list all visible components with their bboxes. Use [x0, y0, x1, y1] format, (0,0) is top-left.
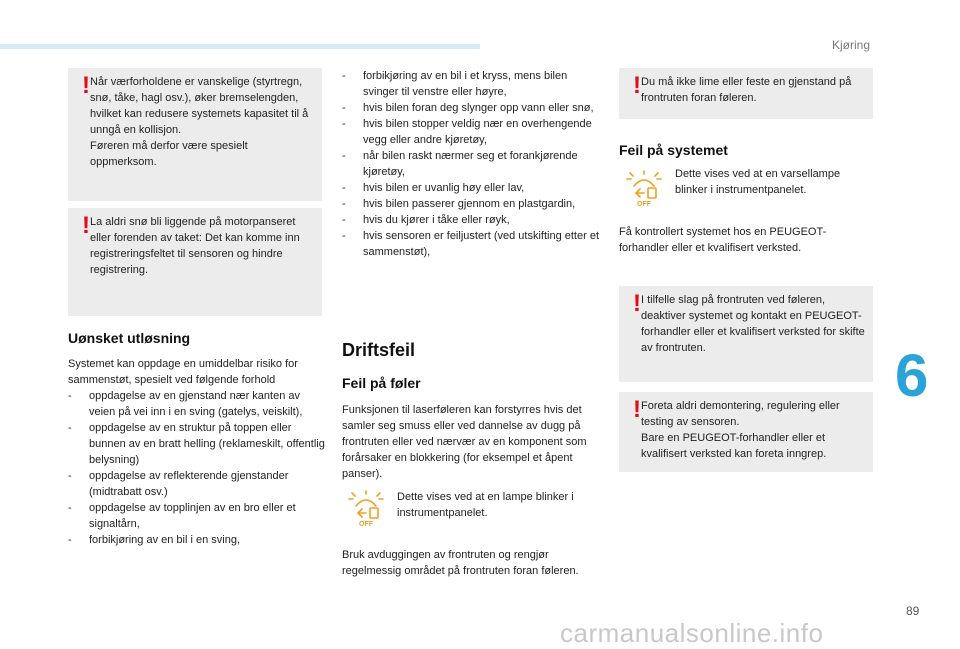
list-item: - hvis bilen passerer gjennom en plastgardin,: [342, 196, 602, 212]
list-item: - hvis sensoren er feiljustert (ved utskifting etter et sammenstøt),: [342, 228, 602, 260]
list-item: - forbikjøring av en bil i en sving,: [68, 532, 326, 548]
sensor-fault-paragraph: Funksjonen til laserføleren kan forstyrres hvis det samler seg smuss eller ved dannelse av dugg på frontruten eller ved nærvær av en komponent som forårsaker en blokkering (for eksempel et åpent panser).: [342, 404, 587, 480]
warning-text: La aldri snø bli liggende på motorpanseret eller forenden av taket: Det kan komme inn registreringsfeltet til sensoren og hindre registrering.: [90, 216, 300, 276]
system-fault-paragraph: Få kontrollert systemet hos en PEUGEOT-forhandler eller et kvalifisert verksted.: [619, 226, 827, 254]
heading-system-fault: Feil på systemet: [619, 142, 728, 158]
list-item: - forbikjøring av en bil i et kryss, mens bilen svinger til venstre eller høyre,: [342, 68, 602, 100]
warning-text: Du må ikke lime eller feste en gjenstand på frontruten foran føleren.: [641, 76, 852, 104]
list-item: - oppdagelse av topplinjen av en bro eller et signaltårn,: [68, 500, 326, 532]
warning-exclamation-icon: !: [633, 290, 641, 317]
warning-box-snow: [68, 208, 322, 316]
warning-exclamation-icon: !: [82, 72, 90, 99]
active-safety-brake-off-lamp-icon: [622, 170, 666, 208]
warning-exclamation-icon: !: [82, 212, 90, 239]
intro-paragraph: Systemet kan oppdage en umiddelbar risiko for sammenstøt, spesielt ved følgende forhold: [68, 358, 298, 386]
warning-text: Føreren må derfor være spesielt oppmerksom.: [90, 140, 248, 168]
warning-box-no-sticker: [619, 68, 873, 119]
warning-exclamation-icon: !: [633, 72, 641, 99]
list-item: - oppdagelse av en gjenstand nær kanten av veien på vei inn i en sving (gatelys, veiskilt),: [68, 388, 326, 420]
condition-list-continued: [342, 68, 602, 260]
lamp-description: Dette vises ved at en lampe blinker i instrumentpanelet.: [397, 491, 574, 519]
list-item: - hvis bilen foran deg slynger opp vann eller snø,: [342, 100, 602, 116]
condition-list: [68, 388, 326, 548]
warning-text: Når værforholdene er vanskelige (styrtregn, snø, tåke, hagl osv.), øker bremselengden, hvilket kan redusere systemets kapasitet til å unngå en kollisjon.: [90, 76, 309, 136]
cleaning-paragraph: Bruk avduggingen av frontruten og rengjør regelmessig området på frontruten foran føleren.: [342, 549, 579, 577]
warning-text: Bare en PEUGEOT-forhandler eller et kvalifisert verksted kan foreta inngrep.: [641, 432, 827, 460]
warning-text: Foreta aldri demontering, regulering eller testing av sensoren.: [641, 400, 840, 428]
heading-operating-faults: Driftsfeil: [342, 340, 416, 360]
list-item: - hvis bilen er uvanlig høy eller lav,: [342, 180, 602, 196]
page-number: 89: [906, 604, 920, 618]
lamp-off-label: OFF: [637, 201, 651, 208]
active-safety-brake-off-lamp-icon: [344, 490, 388, 528]
lamp-off-label: OFF: [359, 521, 373, 528]
lamp-description: Dette vises ved at en varsellampe blinker i instrumentpanelet.: [675, 168, 841, 196]
list-item: - når bilen raskt nærmer seg et forankjørende kjøretøy,: [342, 148, 602, 180]
heading-unwanted-trigger: Uønsket utløsning: [68, 330, 191, 346]
section-title: Kjøring: [832, 38, 871, 52]
header-accent-bar: [0, 44, 480, 49]
warning-exclamation-icon: !: [633, 396, 641, 423]
warning-box-weather: [68, 68, 322, 201]
chapter-number: 6: [895, 342, 929, 409]
list-item: - oppdagelse av reflekterende gjenstander (midtrabatt osv.): [68, 468, 326, 500]
watermark: carmanualsonline.info: [560, 618, 824, 648]
warning-box-windscreen-impact: [619, 286, 873, 382]
list-item: - hvis du kjører i tåke eller røyk,: [342, 212, 602, 228]
warning-box-no-disassembly: [619, 392, 873, 472]
list-item: - hvis bilen stopper veldig nær en overhengende vegg eller andre kjøretøy,: [342, 116, 602, 148]
list-item: - oppdagelse av en struktur på toppen eller bunnen av en bratt helling (reklameskilt, offentlig belysning): [68, 420, 326, 468]
heading-sensor-fault: Feil på føler: [342, 375, 421, 391]
warning-text: I tilfelle slag på frontruten ved føleren, deaktiver systemet og kontakt en PEUGEOT-forhandler eller et kvalifisert verksted for skifte av frontruten.: [641, 294, 865, 354]
